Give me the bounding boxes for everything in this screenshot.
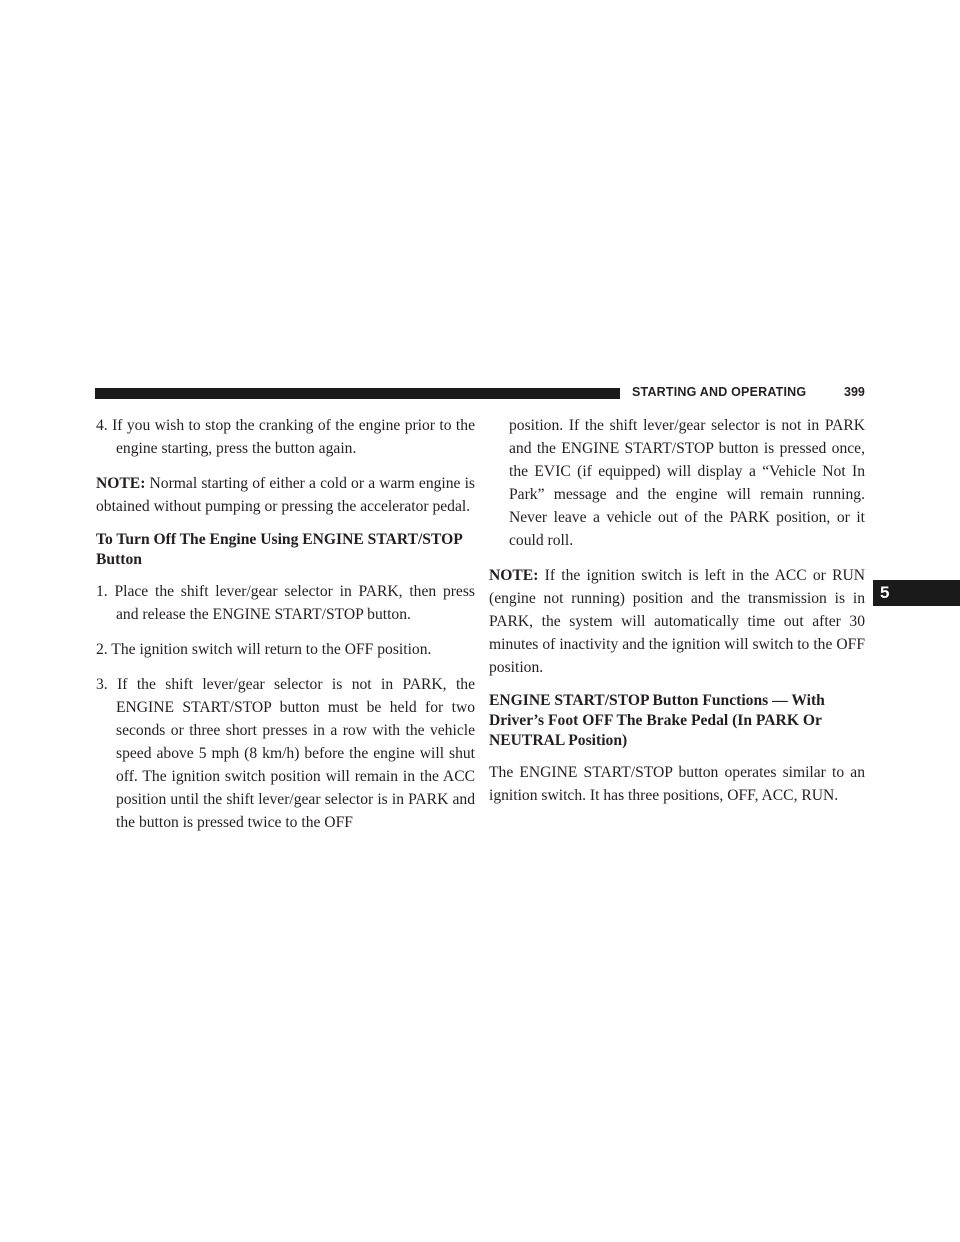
chapter-tab	[873, 580, 960, 606]
step-3: 3. If the shift lever/gear selector is not in PARK, the ENGINE START/STOP button must be held for two seconds or three short presses in a row with the vehicle speed above 5 mph (8 km/h) before the engine will shut off. The ignition switch position will remain in the ACC position until the shift lever/gear selector is in PARK and the button is pressed twice to the OFF	[96, 676, 475, 831]
left-column	[96, 414, 475, 846]
step-4: 4. If you wish to stop the cranking of the engine prior to the engine starting, press the button again.	[96, 417, 475, 457]
step-3-continuation: position. If the shift lever/gear selector is not in PARK and the ENGINE START/STOP button is pressed once, the EVIC (if equipped) will display a “Vehicle Not In Park” message and the engine will remain running. Never leave a vehicle out of the PARK position, or it could roll.	[509, 417, 865, 549]
step-2: 2. The ignition switch will return to the OFF position.	[96, 641, 432, 658]
note-text: Normal starting of either a cold or a warm engine is obtained without pumping or pressing the accelerator pedal.	[96, 475, 476, 515]
header-rule	[95, 388, 620, 399]
step-1: 1. Place the shift lever/gear selector in PARK, then press and release the ENGINE START/STOP button.	[96, 583, 475, 623]
note-label: NOTE:	[96, 475, 146, 492]
note-text: If the ignition switch is left in the ACC or RUN (engine not running) position and the transmission is in PARK, the system will automatically time out after 30 minutes of inactivity and the ignition will switch to the OFF position.	[489, 567, 865, 676]
section-heading: ENGINE START/STOP Button Functions — With Driver’s Foot OFF The Brake Pedal (In PARK Or NEUTRAL Position)	[489, 692, 825, 749]
section-heading: To Turn Off The Engine Using ENGINE START/STOP Button	[96, 531, 462, 568]
section-title: STARTING AND OPERATING	[632, 385, 807, 399]
page-number: 399	[844, 385, 865, 399]
note-paragraph	[489, 564, 865, 679]
body-paragraph: The ENGINE START/STOP button operates similar to an ignition switch. It has three positions, OFF, ACC, RUN.	[489, 764, 865, 804]
note-paragraph	[96, 472, 475, 518]
chapter-number: 5	[880, 583, 890, 602]
right-column	[489, 414, 865, 819]
note-label: NOTE:	[489, 567, 539, 584]
